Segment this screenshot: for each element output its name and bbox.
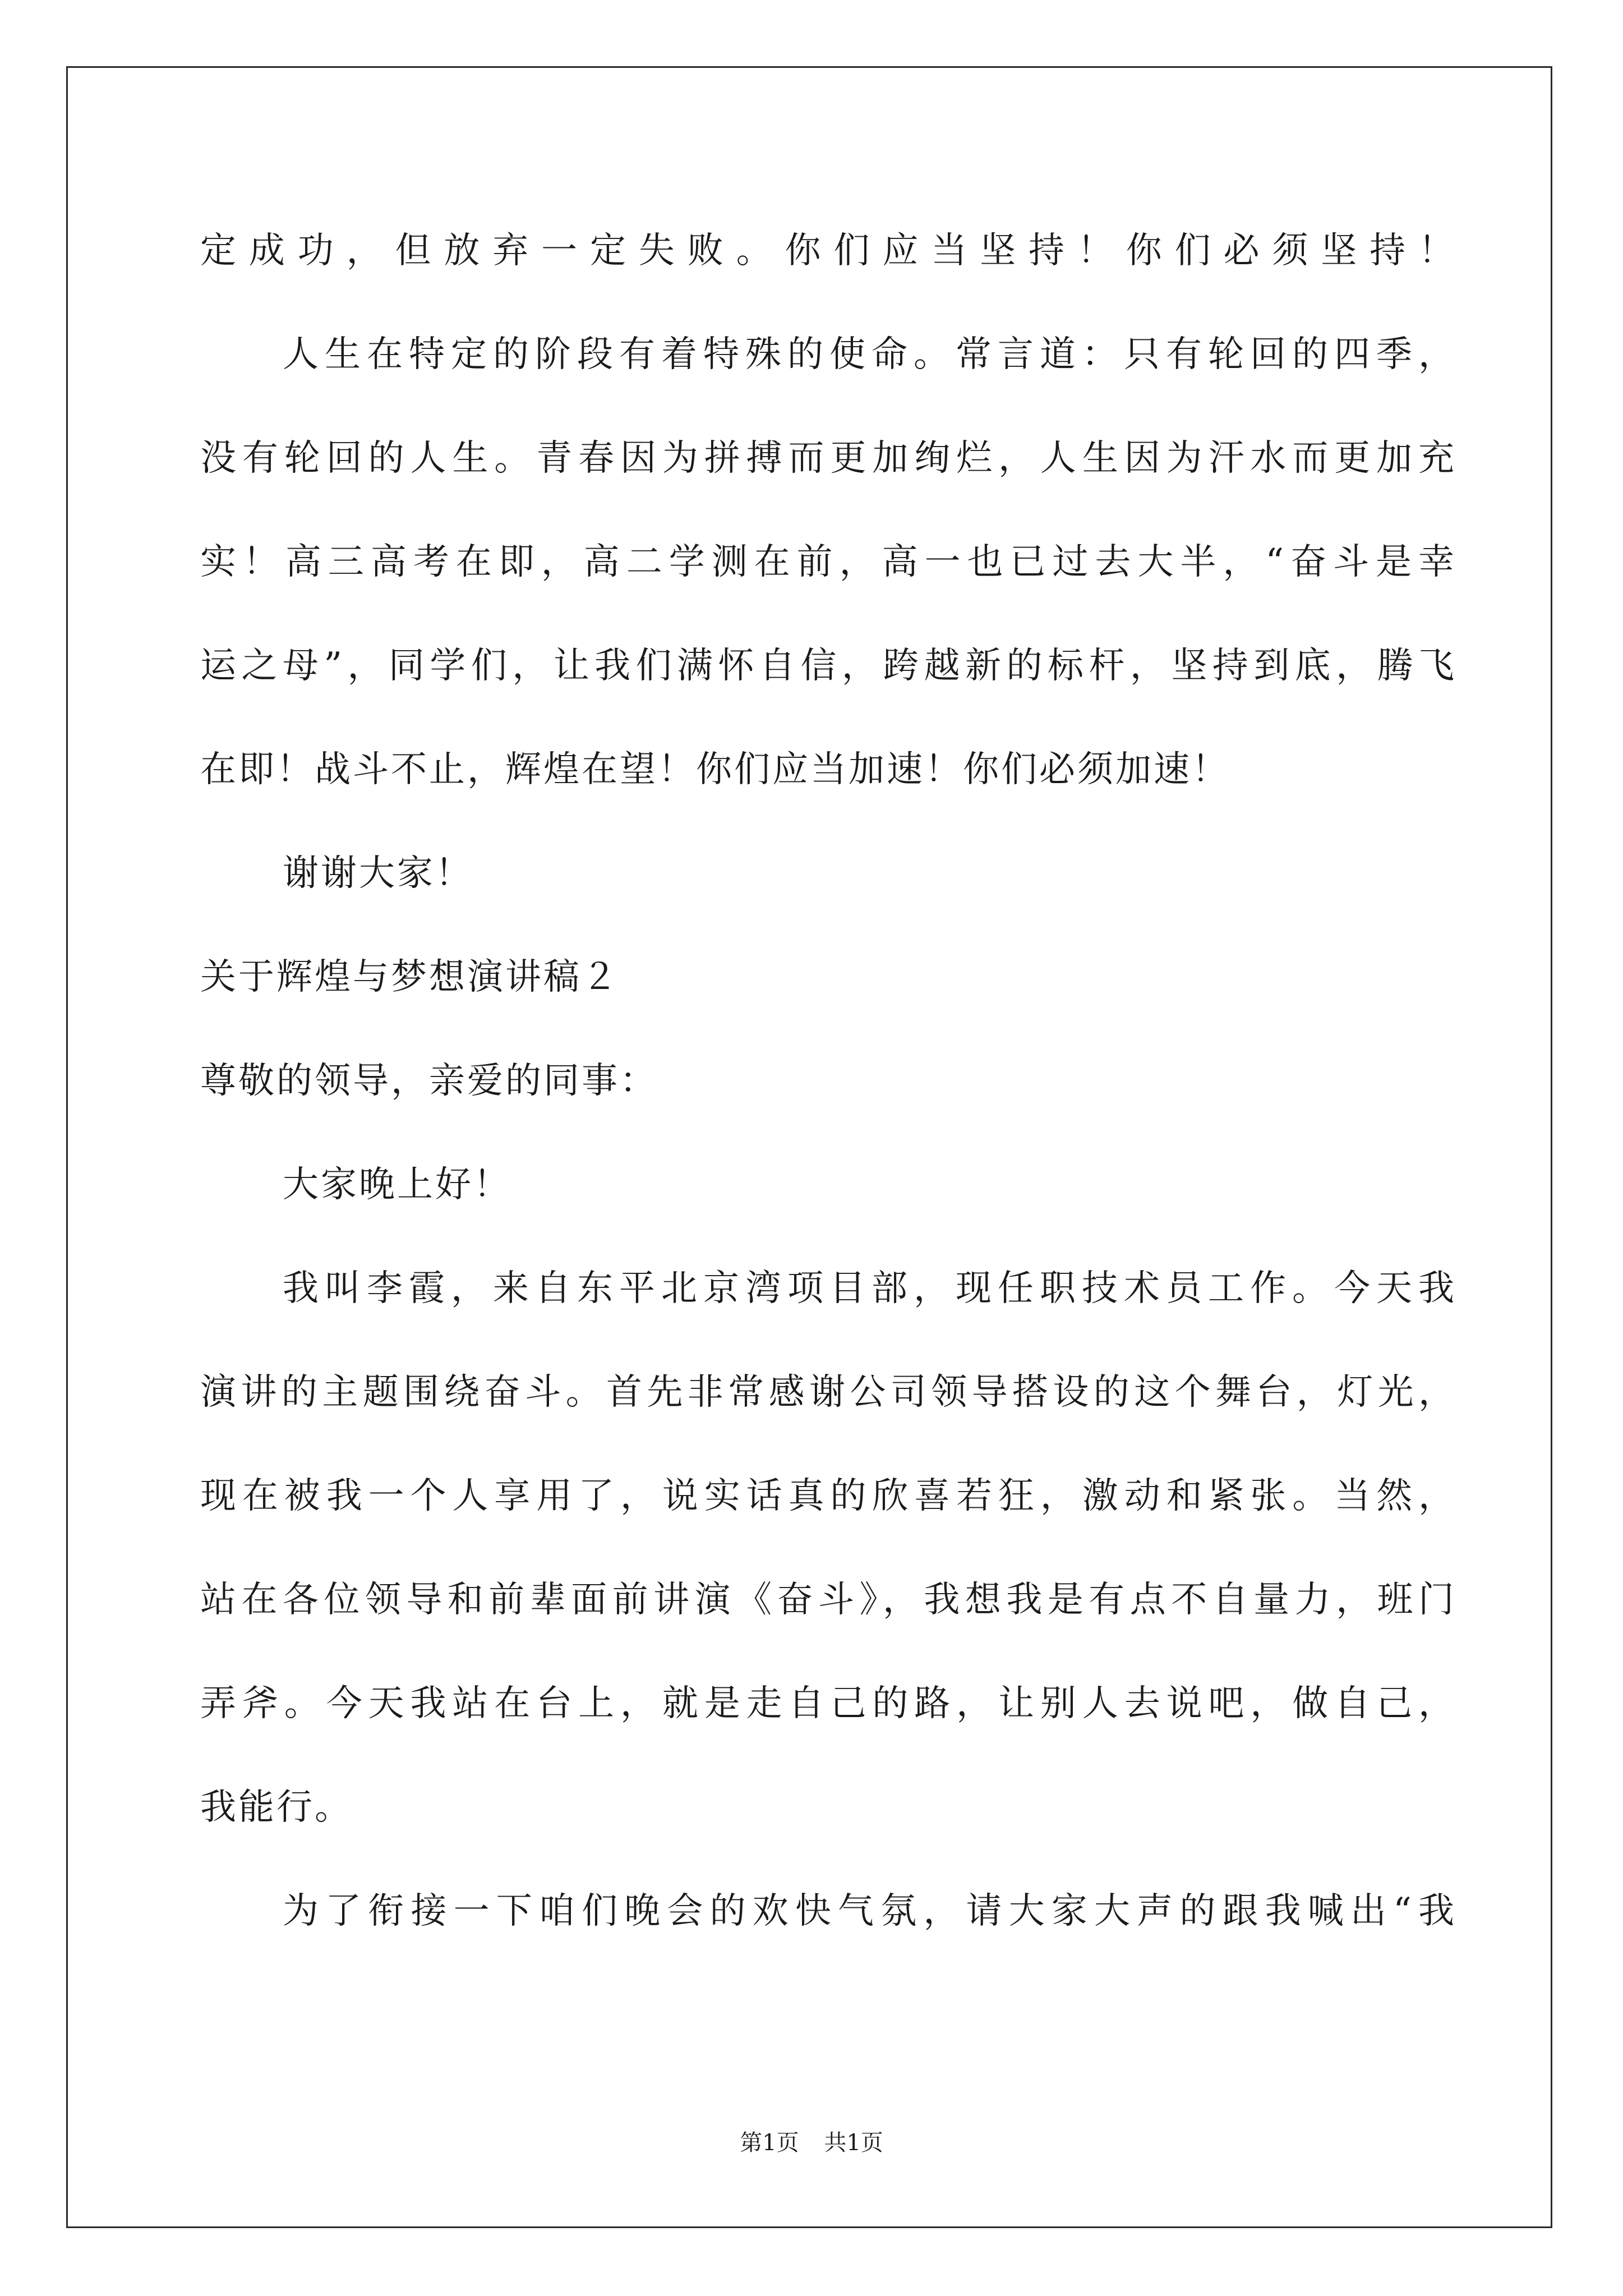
section-heading: 关于辉煌与梦想演讲稿２ <box>200 956 620 998</box>
paragraph-line: 现在被我一个人享用了，说实话真的欣喜若狂，激动和紧张。当然， <box>200 1475 1456 1517</box>
page-number: 第1页 <box>740 2130 799 2156</box>
paragraph-line: 谢谢大家！ <box>283 853 473 894</box>
page-total: 共1页 <box>824 2130 883 2156</box>
paragraph-line: 人生在特定的阶段有着特殊的使命。常言道：只有轮回的四季， <box>283 334 1456 375</box>
paragraph-line: 演讲的主题围绕奋斗。首先非常感谢公司领导搭设的这个舞台，灯光， <box>200 1372 1456 1413</box>
paragraph-line: 我能行。 <box>200 1787 353 1828</box>
paragraph-line: 我叫李霞，来自东平北京湾项目部，现任职技术员工作。今天我 <box>283 1268 1456 1309</box>
paragraph-line: 运之母”，同学们，让我们满怀自信，跨越新的标杆，坚持到底，腾飞 <box>200 645 1456 687</box>
paragraph-line: 定成功，但放弃一定失败。你们应当坚持！你们必须坚持！ <box>200 230 1456 272</box>
page-footer <box>0 2129 1623 2157</box>
paragraph-line: 站在各位领导和前辈面前讲演《奋斗》，我想我是有点不自量力，班门 <box>200 1579 1456 1621</box>
greeting: 大家晚上好！ <box>283 1164 511 1205</box>
paragraph-line: 弄斧。今天我站在台上，就是走自己的路，让别人去说吧，做自己， <box>200 1683 1456 1724</box>
paragraph-line: 没有轮回的人生。青春因为拼搏而更加绚烂，人生因为汗水而更加充 <box>200 438 1456 479</box>
salutation: 尊敬的领导，亲爱的同事： <box>200 1060 658 1102</box>
paragraph-line: 为了衔接一下咱们晚会的欢快气氛，请大家大声的跟我喊出“我 <box>283 1890 1456 1932</box>
paragraph-line: 实！高三高考在即，高二学测在前，高一也已过去大半，“奋斗是幸 <box>200 541 1456 583</box>
paragraph-line: 在即！战斗不止，辉煌在望！你们应当加速！你们必须加速！ <box>200 749 1230 790</box>
